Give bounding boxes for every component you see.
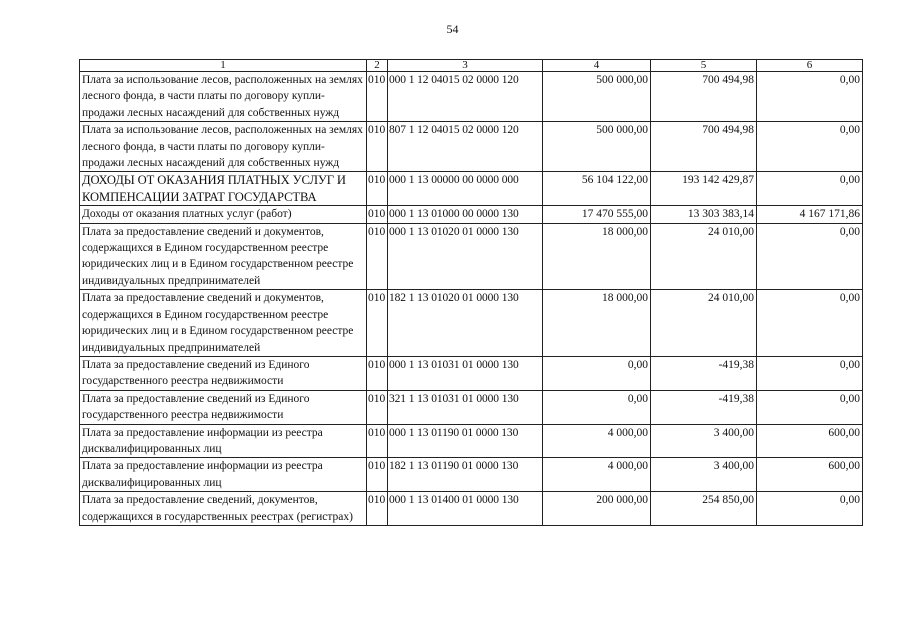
budget-classification-code-cell: 000 1 13 01020 01 0000 130: [388, 223, 543, 290]
page-number: 54: [446, 22, 459, 36]
table-header-row: [80, 60, 863, 72]
unexecuted-amount-cell: 0,00: [757, 223, 863, 290]
executed-amount-cell: -419,38: [651, 390, 757, 424]
table-row: [80, 206, 863, 223]
line-code-cell: 010: [367, 72, 388, 122]
approved-amount-cell: 4 000,00: [543, 458, 651, 492]
column-header-5: 5: [651, 60, 757, 72]
table-row: [80, 223, 863, 290]
table-row: [80, 424, 863, 458]
approved-amount-cell: 200 000,00: [543, 492, 651, 526]
income-name-cell: Плата за использование лесов, расположенных на землях лесного фонда, в части платы по договору купли-продажи лесных насаждений для собственных нужд: [80, 72, 367, 122]
approved-amount-cell: 18 000,00: [543, 290, 651, 357]
table-row: [80, 458, 863, 492]
budget-classification-code-cell: 000 1 13 01400 01 0000 130: [388, 492, 543, 526]
unexecuted-amount-cell: 0,00: [757, 492, 863, 526]
income-name-cell: Плата за предоставление сведений и документов, содержащихся в Едином государственном реестре юридических лиц и в Едином государственном реестре индивидуальных предпринимателей: [80, 223, 367, 290]
income-name-cell: Плата за предоставление сведений и документов, содержащихся в Едином государственном реестре юридических лиц и в Едином государственном реестре индивидуальных предпринимателей: [80, 290, 367, 357]
unexecuted-amount-cell: 600,00: [757, 424, 863, 458]
column-header-4: 4: [543, 60, 651, 72]
column-header-3: 3: [388, 60, 543, 72]
unexecuted-amount-cell: 600,00: [757, 458, 863, 492]
approved-amount-cell: 18 000,00: [543, 223, 651, 290]
unexecuted-amount-cell: 0,00: [757, 72, 863, 122]
executed-amount-cell: 193 142 429,87: [651, 172, 757, 206]
line-code-cell: 010: [367, 172, 388, 206]
line-code-cell: 010: [367, 356, 388, 390]
executed-amount-cell: 24 010,00: [651, 290, 757, 357]
executed-amount-cell: 3 400,00: [651, 458, 757, 492]
income-name-cell: Плата за предоставление информации из реестра дисквалифицированных лиц: [80, 424, 367, 458]
unexecuted-amount-cell: 0,00: [757, 356, 863, 390]
approved-amount-cell: 500 000,00: [543, 122, 651, 172]
executed-amount-cell: 3 400,00: [651, 424, 757, 458]
line-code-cell: 010: [367, 122, 388, 172]
column-header-6: 6: [757, 60, 863, 72]
approved-amount-cell: 0,00: [543, 356, 651, 390]
approved-amount-cell: 0,00: [543, 390, 651, 424]
budget-classification-code-cell: 000 1 13 00000 00 0000 000: [388, 172, 543, 206]
budget-classification-code-cell: 000 1 12 04015 02 0000 120: [388, 72, 543, 122]
budget-classification-code-cell: 000 1 13 01190 01 0000 130: [388, 424, 543, 458]
approved-amount-cell: 56 104 122,00: [543, 172, 651, 206]
table-row: [80, 356, 863, 390]
executed-amount-cell: 254 850,00: [651, 492, 757, 526]
line-code-cell: 010: [367, 492, 388, 526]
income-name-cell: Доходы от оказания платных услуг (работ): [80, 206, 367, 223]
approved-amount-cell: 17 470 555,00: [543, 206, 651, 223]
budget-classification-code-cell: 321 1 13 01031 01 0000 130: [388, 390, 543, 424]
unexecuted-amount-cell: 0,00: [757, 290, 863, 357]
table-row: [80, 72, 863, 122]
line-code-cell: 010: [367, 458, 388, 492]
budget-income-table: [79, 59, 863, 526]
column-header-2: 2: [367, 60, 388, 72]
income-name-cell: Плата за предоставление сведений из Единого государственного реестра недвижимости: [80, 356, 367, 390]
budget-classification-code-cell: 000 1 13 01000 00 0000 130: [388, 206, 543, 223]
table-row: [80, 492, 863, 526]
line-code-cell: 010: [367, 206, 388, 223]
line-code-cell: 010: [367, 424, 388, 458]
approved-amount-cell: 500 000,00: [543, 72, 651, 122]
income-name-cell: ДОХОДЫ ОТ ОКАЗАНИЯ ПЛАТНЫХ УСЛУГ И КОМПЕНСАЦИИ ЗАТРАТ ГОСУДАРСТВА: [80, 172, 367, 206]
line-code-cell: 010: [367, 390, 388, 424]
table-row: [80, 290, 863, 357]
budget-classification-code-cell: 182 1 13 01190 01 0000 130: [388, 458, 543, 492]
income-name-cell: Плата за использование лесов, расположенных на землях лесного фонда, в части платы по договору купли-продажи лесных насаждений для собственных нужд: [80, 122, 367, 172]
income-name-cell: Плата за предоставление сведений, документов, содержащихся в государственных реестрах (регистрах): [80, 492, 367, 526]
line-code-cell: 010: [367, 223, 388, 290]
budget-classification-code-cell: 182 1 13 01020 01 0000 130: [388, 290, 543, 357]
column-header-1: 1: [80, 60, 367, 72]
table-row: [80, 122, 863, 172]
unexecuted-amount-cell: 0,00: [757, 122, 863, 172]
unexecuted-amount-cell: 0,00: [757, 390, 863, 424]
executed-amount-cell: 24 010,00: [651, 223, 757, 290]
budget-classification-code-cell: 000 1 13 01031 01 0000 130: [388, 356, 543, 390]
executed-amount-cell: 700 494,98: [651, 72, 757, 122]
table-body: [80, 72, 863, 526]
approved-amount-cell: 4 000,00: [543, 424, 651, 458]
executed-amount-cell: 700 494,98: [651, 122, 757, 172]
executed-amount-cell: 13 303 383,14: [651, 206, 757, 223]
executed-amount-cell: -419,38: [651, 356, 757, 390]
unexecuted-amount-cell: 0,00: [757, 172, 863, 206]
income-name-cell: Плата за предоставление сведений из Единого государственного реестра недвижимости: [80, 390, 367, 424]
table-row: [80, 390, 863, 424]
income-name-cell: Плата за предоставление информации из реестра дисквалифицированных лиц: [80, 458, 367, 492]
budget-classification-code-cell: 807 1 12 04015 02 0000 120: [388, 122, 543, 172]
line-code-cell: 010: [367, 290, 388, 357]
table-row: [80, 172, 863, 206]
unexecuted-amount-cell: 4 167 171,86: [757, 206, 863, 223]
